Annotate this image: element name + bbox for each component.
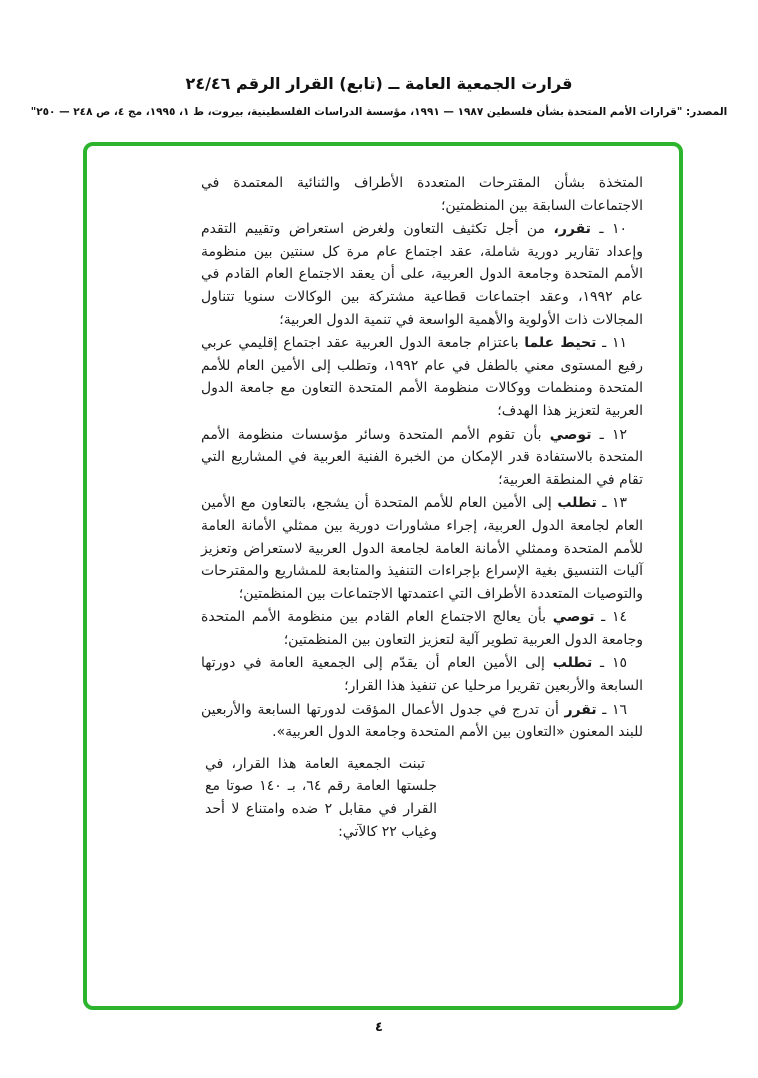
text-paragraph-item-11: ١١ ـ تحيط علما باعتزام جامعة الدول العربية عقد اجتماع إقليمي عربي رفيع المستوى معني بالطفل في عام ١٩٩٢، وتطلب إلى الأمين العام للأمم المتحدة ومنظمات ووكالات منظومة الأمم المتحدة التعاون مع جامعة الدول العربية لتعزيز هذا الهدف؛: [201, 335, 644, 419]
text-paragraph-item-12: ١٢ ـ توصي بأن تقوم الأمم المتحدة وسائر مؤسسات منظومة الأمم المتحدة بالاستفادة قدر الإمكان من الخبرة الفنية العربية في المشاريع التي تقام في المنطقة العربية؛: [201, 426, 643, 488]
text-paragraph-item-10: ١٠ ـ تقرر، من أجل تكثيف التعاون ولغرض استعراض وتقييم التقدم وإعداد تقارير دورية شاملة، عقد اجتماع عام مرة كل سنتين بين منظومة الأمم المتحدة وجامعة الدول العربية، على أن يعقد الاجتماع العام القادم في عام ١٩٩٢، وعقد اجتماعات قطاعية مشتركة بين الوكالات سنويا تتناول المجالات ذات الأولوية والأهمية الواسعة في تنمية الدول العربية؛: [201, 221, 643, 328]
page-title: قرارت الجمعية العامة ــ (تابع) القرار الرقم ٢٤/٤٦: [185, 74, 573, 93]
text-paragraph-item-15: ١٥ ـ تطلب إلى الأمين العام أن يقدّم إلى الجمعية العامة في دورتها السابعة والأربعين تقريرا مرحليا عن تنفيذ هذا القرار؛: [201, 655, 643, 695]
resolution-text-block: [201, 172, 643, 843]
page-number: ٤: [375, 1020, 383, 1035]
source-citation: المصدر: "قرارات الأمم المتحدة بشأن فلسطين ١٩٨٧ — ١٩٩١، مؤسسة الدراسات الفلسطينية، بيروت، ط ١، ١٩٩٥، مج ٤، ص ٢٤٨ — ٢٥٠": [30, 106, 728, 118]
adoption-note: تبنت الجمعية العامة هذا القرار، في جلستها العامة رقم ٦٤، بـ ١٤٠ صوتا مع القرار في مقابل ٢ ضده وامتناع لا أحد وغياب ٢٢ كالآتي:: [205, 755, 437, 840]
text-paragraph: المتخذة بشأن المقترحات المتعددة الأطراف والثنائية المعتمدة في الاجتماعات السابقة بين المنظمتين؛: [201, 175, 643, 214]
text-paragraph-item-13: ١٣ ـ تطلب إلى الأمين العام للأمم المتحدة أن يشجع، بالتعاون مع الأمين العام لجامعة الدول العربية، إجراء مشاورات دورية بين ممثلي الأمانة العامة للأمم المتحدة وممثلي الأمانة العامة لجامعة الدول العربية لاستعراض وتعزيز آليات التنسيق بغية الإسراع بإجراءات التنفيذ والمتابعة للمشاريع والمقترحات والتوصيات المتعددة الأطراف التي اعتمدتها الاجتماعات بين المنظمتين؛: [201, 495, 643, 602]
text-paragraph-item-14: ١٤ ـ توصي بأن يعالج الاجتماع العام القادم بين منظومة الأمم المتحدة وجامعة الدول العربية تطوير آلية لتعزيز التعاون بين المنظمتين؛: [201, 609, 643, 648]
text-paragraph-item-16: ١٦ ـ تقرر أن تدرج في جدول الأعمال المؤقت لدورتها السابعة والأربعين للبند المعنون «التعاون بين الأمم المتحدة وجامعة الدول العربية».: [201, 701, 643, 741]
green-border-box: [83, 142, 683, 1010]
